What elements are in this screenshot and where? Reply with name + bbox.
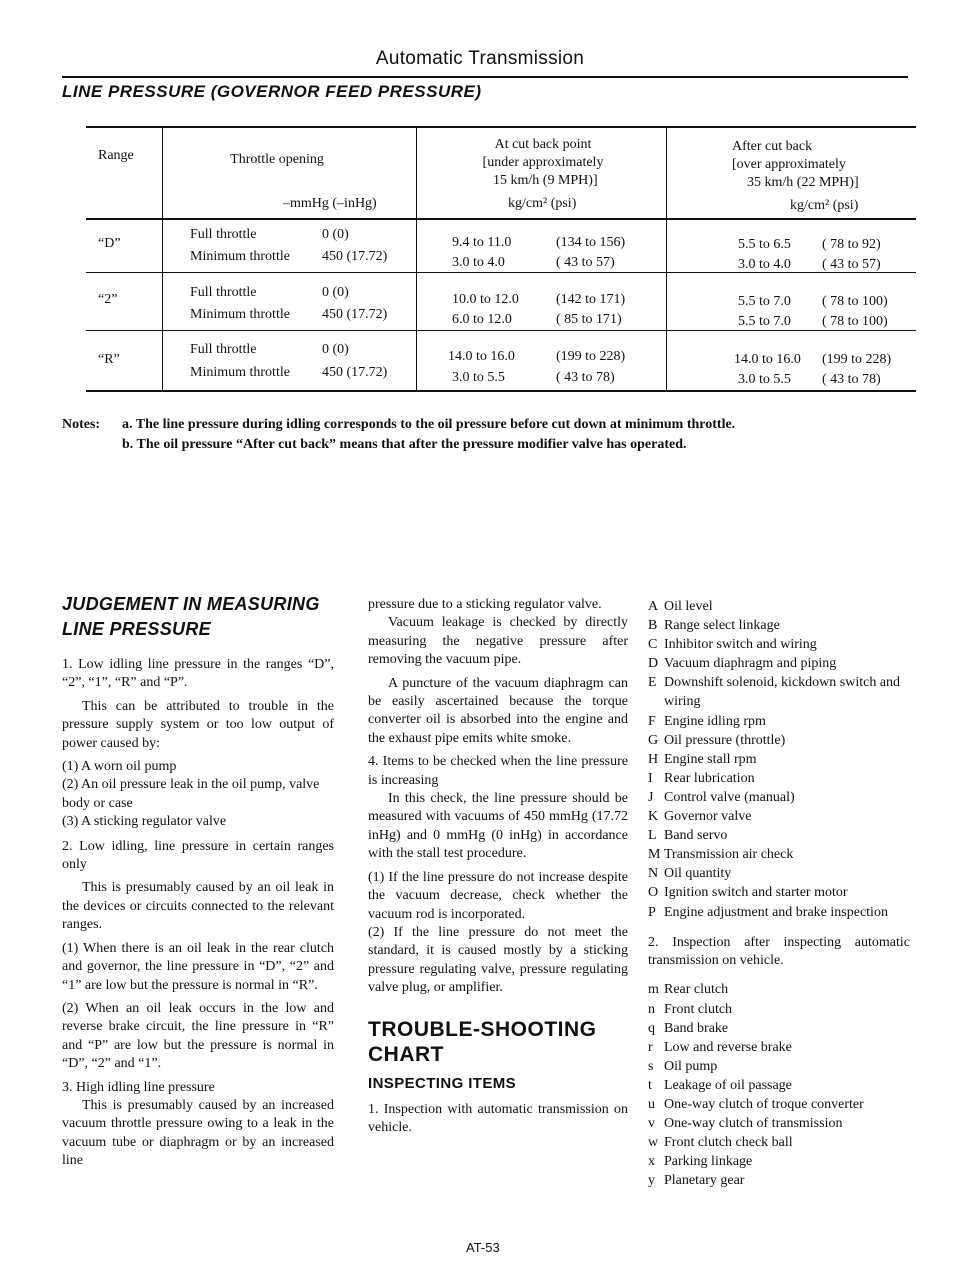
legend-key: C <box>648 637 658 653</box>
table-bottom-rule <box>86 390 916 392</box>
legend-text: One-way clutch of troque converter <box>664 1096 864 1112</box>
col2-para-7: (2) If the line pressure do not meet the standard, it is caused mostly by a sticking pressure regulating valve, pressure regulating valve plug, or amplifier. <box>368 924 628 996</box>
col1-para-3: 2. Low idling, line pressure in certain ranges only <box>62 838 334 873</box>
legend-text: Inhibitor switch and wiring <box>664 637 817 653</box>
legend-key: H <box>648 751 659 767</box>
legend-key: G <box>648 732 659 748</box>
row-r-mmhg-1: 0 (0) <box>322 342 349 357</box>
row-2-range: “2” <box>98 292 118 307</box>
row-d-after-psi-2: ( 43 to 57) <box>822 257 881 272</box>
row-d-at-kg-2: 3.0 to 4.0 <box>452 255 505 270</box>
legend-item <box>648 1000 910 1019</box>
legend-text: Rear clutch <box>664 982 729 998</box>
row-d-after-kg-1: 5.5 to 6.5 <box>738 237 791 252</box>
legend-text: Range select linkage <box>664 618 780 634</box>
col1-para-7: 3. High idling line pressure <box>62 1079 215 1095</box>
inspection-items-list <box>648 597 910 922</box>
legend-key: P <box>648 904 656 920</box>
th-throttle: Throttle opening <box>230 152 324 167</box>
col3-para-1: 2. Inspection after inspecting automatic transmission on vehicle. <box>648 934 910 968</box>
legend-key: v <box>648 1116 655 1132</box>
legend-key: E <box>648 675 657 691</box>
legend-item <box>648 864 910 883</box>
row-r-after-kg-2: 3.0 to 5.5 <box>738 372 791 387</box>
row-r-after-psi-2: ( 43 to 78) <box>822 372 881 387</box>
legend-key: u <box>648 1096 655 1112</box>
legend-item <box>648 788 910 807</box>
th-at-cut-2: [under approximately <box>482 155 604 170</box>
row-r-throttle-1: Full throttle <box>190 342 257 357</box>
row-2-after-kg-1: 5.5 to 7.0 <box>738 294 791 309</box>
legend-key: w <box>648 1135 659 1151</box>
legend-item <box>648 1133 910 1152</box>
th-range: Range <box>98 148 134 163</box>
legend-key: t <box>648 1077 652 1093</box>
row-d-throttle-1: Full throttle <box>190 227 257 242</box>
th-after-1: After cut back <box>732 139 813 154</box>
legend-text: Downshift solenoid, kickdown switch and wiring <box>664 675 901 710</box>
legend-key: m <box>648 982 659 998</box>
row-r-range: “R” <box>98 352 120 367</box>
legend-item <box>648 845 910 864</box>
row-2-after-kg-2: 5.5 to 7.0 <box>738 314 791 329</box>
legend-item <box>648 673 910 711</box>
col1-list-1: (1) A worn oil pump <box>62 759 177 775</box>
col2-para-4: 4. Items to be checked when the line pressure is increasing <box>368 754 628 788</box>
row-d-range: “D” <box>98 236 121 251</box>
legend-text: Planetary gear <box>664 1173 745 1189</box>
row-d-throttle-2: Minimum throttle <box>190 249 290 264</box>
col1-para-1: 1. Low idling line pressure in the ranges “D”, “2”, “1”, “R” and “P”. <box>62 657 334 691</box>
legend-item <box>648 1095 910 1114</box>
legend-text: Oil level <box>664 599 713 614</box>
row-r-at-psi-1: (199 to 228) <box>556 349 626 364</box>
legend-text: Engine idling rpm <box>664 713 766 729</box>
troubleshooting-heading-2: CHART <box>368 1042 444 1066</box>
legend-item <box>648 1152 910 1171</box>
row-2-after-psi-2: ( 78 to 100) <box>822 314 888 329</box>
running-header: Automatic Transmission <box>375 48 585 69</box>
note-a: a. The line pressure during idling corresponds to the oil pressure before cut down at minimum throttle. <box>122 417 736 432</box>
row-r-at-kg-1: 14.0 to 16.0 <box>448 349 515 364</box>
table-vrule-2 <box>416 126 417 390</box>
legend-text: Band brake <box>664 1020 729 1036</box>
row-r-at-psi-2: ( 43 to 78) <box>556 370 615 385</box>
col1-para-8: This is presumably caused by an increased vacuum throttle pressure owing to a leak in the vacuum tube or diaphragm or by an increased line <box>62 1097 334 1169</box>
note-b: b. The oil pressure “After cut back” means that after the pressure modifier valve has operated. <box>122 437 687 452</box>
legend-key: F <box>648 713 656 729</box>
row-2-after-psi-1: ( 78 to 100) <box>822 294 888 309</box>
row-2-throttle-1: Full throttle <box>190 285 257 300</box>
legend-text: Engine adjustment and brake inspection <box>664 904 888 920</box>
legend-item <box>648 597 910 616</box>
legend-text: Oil pressure (throttle) <box>664 732 786 748</box>
component-items-list <box>648 980 910 1190</box>
col2-para-6: (1) If the line pressure do not increase despite the vacuum decrease, check whether the vacuum rod is incorporated. <box>368 869 628 922</box>
legend-item <box>648 826 910 845</box>
legend-item <box>648 1114 910 1133</box>
legend-key: n <box>648 1001 655 1017</box>
legend-key: y <box>648 1173 655 1189</box>
col1-list-2: (2) An oil pressure leak in the oil pump, valve body or case <box>62 777 320 811</box>
legend-text: Front clutch <box>664 1001 733 1017</box>
legend-text: Oil quantity <box>664 866 732 882</box>
judgement-heading-1: JUDGEMENT IN MEASURING <box>62 594 320 614</box>
notes-label: Notes: <box>62 417 101 432</box>
th-at-cut-3: 15 km/h (9 MPH)] <box>493 173 598 188</box>
column-1 <box>62 592 334 1176</box>
col1-list-3: (3) A sticking regulator valve <box>62 814 227 830</box>
table-vrule-3 <box>666 126 667 390</box>
row-d-mmhg-2: 450 (17.72) <box>322 249 388 264</box>
row-2-at-psi-1: (142 to 171) <box>556 292 626 307</box>
legend-item <box>648 1038 910 1057</box>
legend-item <box>648 616 910 635</box>
legend-text: Front clutch check ball <box>664 1135 793 1151</box>
row-d-mmhg-1: 0 (0) <box>322 227 349 242</box>
line-pressure-table <box>0 0 960 400</box>
legend-key: x <box>648 1154 655 1170</box>
legend-key: D <box>648 656 659 672</box>
legend-item <box>648 654 910 673</box>
page-number: AT-53 <box>466 1240 500 1255</box>
th-unit-mmhg: –mmHg (–inHg) <box>283 196 377 211</box>
legend-key: O <box>648 885 659 901</box>
legend-item <box>648 750 910 769</box>
legend-text: Engine stall rpm <box>664 751 757 767</box>
col1-para-4: This is presumably caused by an oil leak in the devices or circuits connected to the relevant ranges. <box>62 880 334 933</box>
legend-key: M <box>648 847 661 863</box>
row-d-at-kg-1: 9.4 to 11.0 <box>452 235 512 250</box>
row-r-mmhg-2: 450 (17.72) <box>322 365 388 380</box>
section-title: LINE PRESSURE (GOVERNOR FEED PRESSURE) <box>62 82 482 101</box>
legend-text: Oil pump <box>664 1058 718 1074</box>
th-at-cut-1: At cut back point <box>494 137 592 152</box>
legend-item <box>648 883 910 902</box>
judgement-heading-2: LINE PRESSURE <box>62 619 211 639</box>
legend-key: B <box>648 618 658 634</box>
legend-key: J <box>648 789 654 805</box>
col2-para-8: 1. Inspection with automatic transmission on vehicle. <box>368 1101 628 1136</box>
legend-text: Transmission air check <box>664 847 794 863</box>
row-d-at-psi-1: (134 to 156) <box>556 235 626 250</box>
legend-item <box>648 1076 910 1095</box>
col1-para-6: (2) When an oil leak occurs in the low and reverse brake circuit, the line pressure in “R” and “P” are low but the pressure is normal in “D”, “2” and “1”. <box>62 1000 334 1072</box>
table-header-rule <box>86 218 916 220</box>
col2-para-2: Vacuum leakage is checked by directly measuring the negative pressure after removing the vacuum pipe. <box>368 615 628 668</box>
legend-key: s <box>648 1058 654 1074</box>
row-r-throttle-2: Minimum throttle <box>190 365 290 380</box>
row-2-at-kg-1: 10.0 to 12.0 <box>452 292 519 307</box>
legend-item <box>648 1019 910 1038</box>
legend-item <box>648 903 910 922</box>
row-r-after-psi-1: (199 to 228) <box>822 352 892 367</box>
row-d-after-psi-1: ( 78 to 92) <box>822 237 881 252</box>
legend-item <box>648 1171 910 1190</box>
legend-text: Band servo <box>664 828 728 844</box>
legend-text: Leakage of oil passage <box>664 1077 792 1093</box>
column-3 <box>648 597 910 1190</box>
legend-key: A <box>648 599 659 614</box>
troubleshooting-heading-1: TROUBLE-SHOOTING <box>368 1017 597 1041</box>
legend-key: q <box>648 1020 655 1036</box>
legend-key: L <box>648 828 657 844</box>
legend-item <box>648 712 910 731</box>
th-after-2: [over approximately <box>732 157 846 172</box>
column-2 <box>368 596 628 1143</box>
legend-item <box>648 807 910 826</box>
legend-text: One-way clutch of transmission <box>664 1116 843 1132</box>
legend-text: Control valve (manual) <box>664 789 795 805</box>
legend-key: K <box>648 809 659 825</box>
col1-para-2: This can be attributed to trouble in the pressure supply system or too low output of power caused by: <box>62 698 334 751</box>
th-after-3: 35 km/h (22 MPH)] <box>747 175 859 190</box>
legend-text: Low and reverse brake <box>664 1039 792 1055</box>
th-at-cut-unit: kg/cm² (psi) <box>508 196 577 211</box>
table-top-rule <box>86 126 916 128</box>
row-d-after-kg-2: 3.0 to 4.0 <box>738 257 791 272</box>
legend-item <box>648 731 910 750</box>
inspecting-items-heading: INSPECTING ITEMS <box>368 1074 517 1092</box>
legend-key: I <box>648 770 653 786</box>
legend-text: Vacuum diaphragm and piping <box>664 656 837 672</box>
row-2-mmhg-2: 450 (17.72) <box>322 307 388 322</box>
col2-para-5: In this check, the line pressure should be measured with vacuums of 450 mmHg (17.72 inHg) and 0 mmHg (0 inHg) in accordance with the stall test procedure. <box>368 791 628 862</box>
table-row-rule-2 <box>86 330 916 331</box>
row-r-at-kg-2: 3.0 to 5.5 <box>452 370 505 385</box>
legend-item <box>648 769 910 788</box>
row-2-throttle-2: Minimum throttle <box>190 307 290 322</box>
col2-para-3: A puncture of the vacuum diaphragm can be easily ascertained because the torque converter oil is absorbed into the engine and the exhaust pipe emits white smoke. <box>368 675 628 746</box>
row-2-at-kg-2: 6.0 to 12.0 <box>452 312 512 327</box>
legend-text: Parking linkage <box>664 1154 753 1170</box>
row-2-at-psi-2: ( 85 to 171) <box>556 312 622 327</box>
legend-text: Rear lubrication <box>664 770 755 786</box>
legend-key: r <box>648 1039 653 1055</box>
legend-text: Governor valve <box>664 809 752 825</box>
th-after-unit: kg/cm² (psi) <box>790 198 859 213</box>
col2-para-1: pressure due to a sticking regulator valve. <box>368 597 602 612</box>
row-r-after-kg-1: 14.0 to 16.0 <box>734 352 801 367</box>
legend-item <box>648 980 910 999</box>
legend-key: N <box>648 866 659 882</box>
row-2-mmhg-1: 0 (0) <box>322 285 349 300</box>
legend-item <box>648 635 910 654</box>
legend-text: Ignition switch and starter motor <box>664 885 848 901</box>
legend-item <box>648 1057 910 1076</box>
col1-para-5: (1) When there is an oil leak in the rear clutch and governor, the line pressure in “D”, “2” and “1” are low but the pressure is normal in “R”. <box>62 940 334 993</box>
row-d-at-psi-2: ( 43 to 57) <box>556 255 615 270</box>
